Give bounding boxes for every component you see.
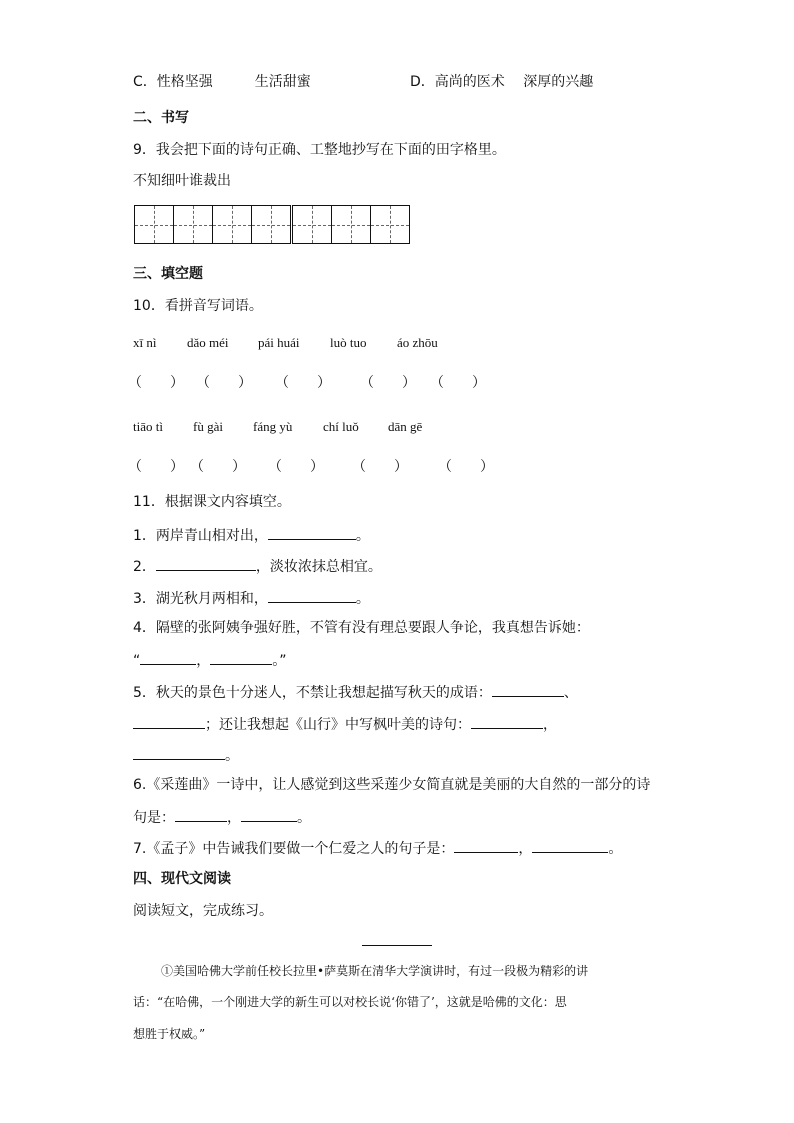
q11-7-text: 7.《孟子》中告诫我们要做一个仁爱之人的句子是： <box>133 841 455 857</box>
answer-paren[interactable]: （ ） <box>190 459 246 475</box>
q11-6-comma: ， <box>227 810 241 826</box>
answer-blank[interactable] <box>471 714 543 729</box>
q11-1-text: 1．两岸青山相对出， <box>133 528 268 544</box>
q11-5-end: 。 <box>225 748 239 764</box>
passage-line-2: 话：“在哈佛，一个刚进大学的新生可以对校长说‘你错了’，这就是哈佛的文化：思 <box>133 995 567 1009</box>
answer-paren[interactable]: （ ） <box>275 375 331 391</box>
tianzige-cell[interactable] <box>331 205 371 244</box>
answer-blank[interactable] <box>492 682 564 697</box>
q11-2-num: 2． <box>133 559 156 575</box>
pinyin-item: fù gài <box>193 419 223 434</box>
reading-intro: 阅读短文，完成练习。 <box>133 903 273 919</box>
q11-1-end: 。 <box>355 528 370 544</box>
answer-blank[interactable] <box>268 525 356 540</box>
answer-paren[interactable]: （ ） <box>438 459 494 475</box>
pinyin-item: xī nì <box>133 335 157 350</box>
answer-blank[interactable] <box>140 650 196 665</box>
pinyin-item: áo zhōu <box>397 335 438 350</box>
q11-line-6b <box>133 807 311 827</box>
quote-open: “ <box>133 653 141 669</box>
answer-blank[interactable] <box>210 650 272 665</box>
quote-comma: ， <box>196 653 211 669</box>
option-d: D．高尚的医术 深厚的兴趣 <box>410 74 594 90</box>
q11-6-end: 。 <box>297 810 311 826</box>
section-heading-fill: 三、填空题 <box>133 266 203 282</box>
q11-7-end: 。 <box>608 841 623 857</box>
q11-line-1 <box>133 525 370 545</box>
pinyin-item: fáng yù <box>253 419 293 434</box>
passage-line-1: ①美国哈佛大学前任校长拉里•萨莫斯在清华大学演讲时，有过一段极为精彩的讲 <box>161 964 589 978</box>
tianzige-grid <box>134 205 410 244</box>
tianzige-cell[interactable] <box>292 205 332 244</box>
quote-close: 。” <box>272 653 287 669</box>
q11-line-4-quote <box>133 650 287 670</box>
q11-line-6: 6.《采莲曲》一诗中，让人感觉到这些采莲少女简直就是美丽的大自然的一部分的诗 <box>133 777 651 793</box>
q11-line-2 <box>133 556 382 576</box>
q11-line-3 <box>133 588 370 608</box>
answer-blank[interactable] <box>133 745 225 760</box>
tianzige-cell[interactable] <box>251 205 291 244</box>
pinyin-item: pái huái <box>258 335 300 350</box>
answer-paren[interactable]: （ ） <box>128 375 184 391</box>
passage-line-3: 想胜于权威。” <box>133 1027 206 1041</box>
section-heading-writing: 二、书写 <box>133 110 189 126</box>
q9-poem-line: 不知细叶谁裁出 <box>133 173 231 189</box>
q11-line-5b <box>133 714 557 734</box>
answer-blank[interactable] <box>241 807 297 822</box>
answer-blank[interactable] <box>156 556 256 571</box>
answer-blank[interactable] <box>454 838 518 853</box>
q11-5-text2: ；还让我想起《山行》中写枫叶美的诗句： <box>205 717 471 733</box>
tianzige-cell[interactable] <box>134 205 174 244</box>
section-heading-reading: 四、现代文阅读 <box>133 871 231 887</box>
answer-paren[interactable]: （ ） <box>430 375 486 391</box>
q11-line-5c <box>133 745 239 765</box>
q9-prompt: 9．我会把下面的诗句正确、工整地抄写在下面的田字格里。 <box>133 142 506 158</box>
q11-line-7 <box>133 838 622 858</box>
q10-prompt: 10．看拼音写词语。 <box>133 298 263 314</box>
q11-2-text: ，淡妆浓抹总相宜。 <box>255 559 382 575</box>
pinyin-item: chí luǒ <box>323 419 359 434</box>
q11-3-text: 3．湖光秋月两相和， <box>133 591 268 607</box>
answer-paren[interactable]: （ ） <box>196 375 252 391</box>
q11-7-comma: ， <box>518 841 533 857</box>
pinyin-item: tiāo tì <box>133 419 163 434</box>
answer-paren[interactable]: （ ） <box>268 459 324 475</box>
q11-5-text: 5．秋天的景色十分迷人，不禁让我想起描写秋天的成语： <box>133 685 492 701</box>
answer-paren[interactable]: （ ） <box>128 459 184 475</box>
tianzige-cell[interactable] <box>370 205 410 244</box>
option-c: C．性格坚强 生活甜蜜 <box>133 74 311 90</box>
answer-paren[interactable]: （ ） <box>352 459 408 475</box>
answer-blank[interactable] <box>268 588 356 603</box>
q11-3-end: 。 <box>355 591 370 607</box>
q11-prompt: 11．根据课文内容填空。 <box>133 494 291 510</box>
pinyin-item: dān gē <box>388 419 423 434</box>
q11-5-comma: ， <box>543 717 557 733</box>
tianzige-cell[interactable] <box>173 205 213 244</box>
q11-6-text: 句是： <box>133 810 175 826</box>
q11-5-sep: 、 <box>563 685 578 701</box>
passage-title-blank[interactable] <box>362 945 432 946</box>
answer-blank[interactable] <box>175 807 227 822</box>
pinyin-item: luò tuo <box>330 335 367 350</box>
answer-paren[interactable]: （ ） <box>360 375 416 391</box>
pinyin-item: dǎo méi <box>187 335 229 350</box>
tianzige-cell[interactable] <box>212 205 252 244</box>
answer-blank[interactable] <box>133 714 205 729</box>
q11-line-4: 4．隔壁的张阿姨争强好胜，不管有没有理总要跟人争论，我真想告诉她： <box>133 620 590 636</box>
answer-blank[interactable] <box>532 838 608 853</box>
q11-line-5 <box>133 682 578 702</box>
